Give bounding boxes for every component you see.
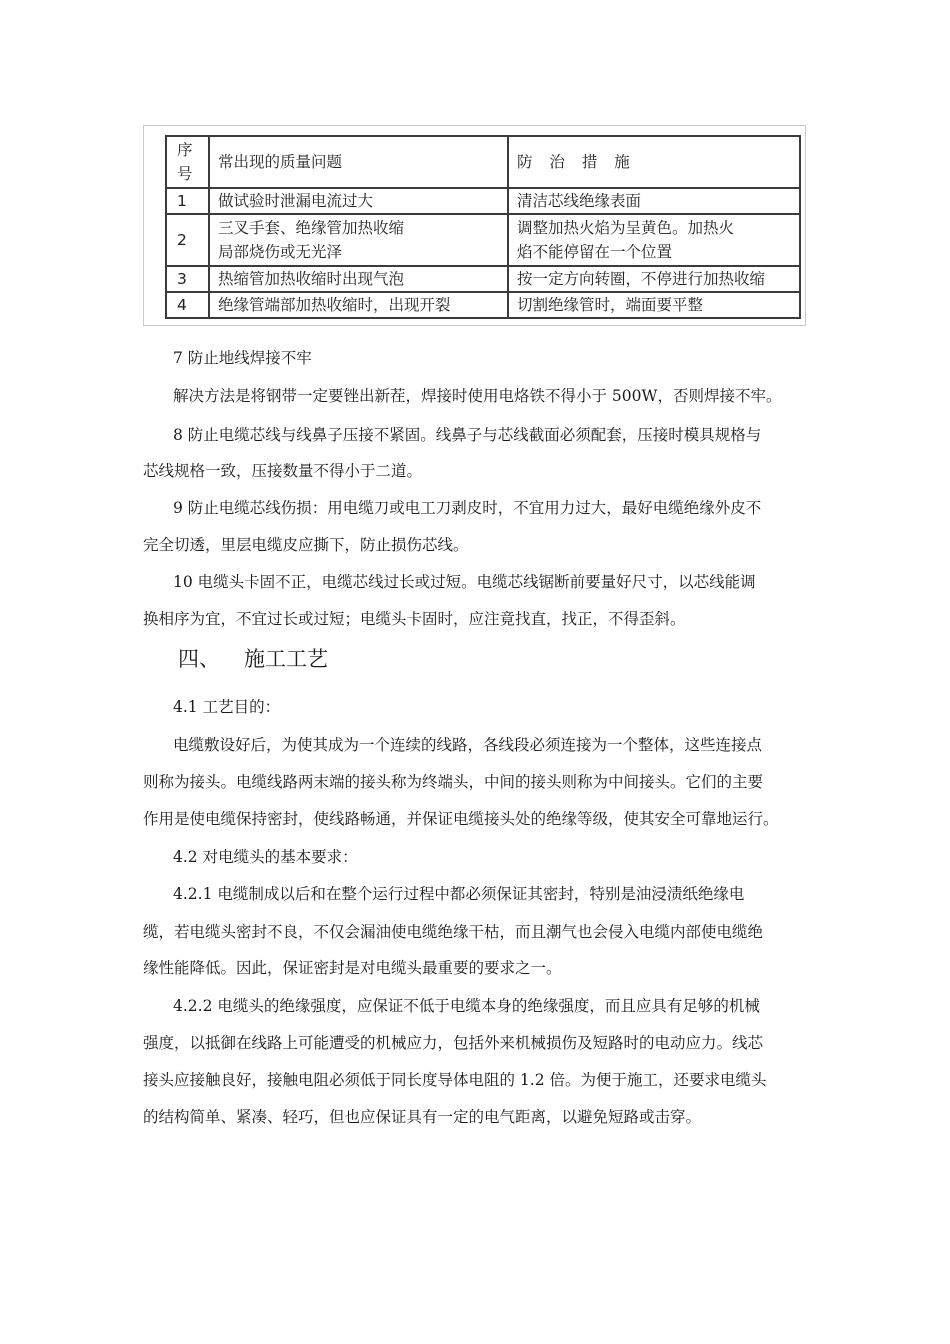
table-header-row: [166, 136, 800, 188]
row-problem: 热缩管加热收缩时出现气泡: [209, 266, 508, 292]
s41-title: 4.1 工艺目的：: [173, 698, 281, 716]
row-measure: 调整加热火焰为呈黄色。加热火 焰不能停留在一个位置: [508, 214, 800, 266]
p8-line-1: 8 防止电缆芯线与线鼻子压接不紧固。线鼻子与芯线截面必须配套，压接时模具规格与: [173, 426, 762, 444]
row-measure: 清洁芯线绝缘表面: [508, 188, 800, 214]
row-problem: 做试验时泄漏电流过大: [209, 188, 508, 214]
section-heading: [178, 645, 328, 673]
row-num: 1: [166, 188, 209, 214]
table-row: [166, 214, 800, 266]
p8-line-2: 芯线规格一致，压接数量不得小于二道。: [143, 462, 423, 480]
s41-line-2: 则称为接头。电缆线路两末端的接头称为终端头，中间的接头则称为中间接头。它们的主要: [143, 773, 764, 791]
section-number: 四、: [178, 647, 220, 671]
p7-body: 解决方法是将钢带一定要锉出新茬，焊接时使用电烙铁不得小于 500W，否则焊接不牢。: [173, 387, 782, 405]
header-measure: 防 治 措 施: [508, 136, 800, 188]
s41-line-1: 电缆敷设好后，为使其成为一个连续的线路，各线段必须连接为一个整体，这些连接点: [173, 736, 763, 754]
s421-line-3: 缘性能降低。因此，保证密封是对电缆头最重要的要求之一。: [143, 959, 562, 977]
row-measure: 按一定方向转圈，不停进行加热收缩: [508, 266, 800, 292]
row-num: 2: [166, 214, 209, 266]
table-row: [166, 292, 800, 318]
s422-line-3: 接头应接触良好，接触电阻必须低于同长度导体电阻的 1.2 倍。为便于施工，还要求电缆头: [143, 1071, 767, 1089]
s42-title: 4.2 对电缆头的基本要求：: [173, 848, 358, 866]
section-title: 施工工艺: [244, 647, 328, 671]
s421-line-1: 4.2.1 电缆制成以后和在整个运行过程中都必须保证其密封，特别是油浸渍纸绝缘电: [173, 885, 745, 903]
quality-problem-table: [165, 135, 801, 319]
quality-problem-table-image: [143, 125, 806, 326]
s41-line-3: 作用是使电缆保持密封，使线路畅通，并保证电缆接头处的绝缘等级，使其安全可靠地运行。: [143, 810, 779, 828]
p9-line-1: 9 防止电缆芯线伤损：用电缆刀或电工刀剥皮时，不宜用力过大，最好电缆绝缘外皮不: [173, 499, 762, 517]
p9-line-2: 完全切透，里层电缆皮应撕下，防止损伤芯线。: [143, 536, 469, 554]
row-num: 4: [166, 292, 209, 318]
s421-line-2: 缆，若电缆头密封不良，不仅会漏油使电缆绝缘干枯，而且潮气也会侵入电缆内部使电缆绝: [143, 923, 764, 941]
s422-line-1: 4.2.2 电缆头的绝缘强度，应保证不低于电缆本身的绝缘强度，而且应具有足够的机械: [173, 997, 760, 1015]
row-problem: 三叉手套、绝缘管加热收缩 局部烧伤或无光泽: [209, 214, 508, 266]
row-problem: 绝缘管端部加热收缩时，出现开裂: [209, 292, 508, 318]
s422-line-2: 强度，以抵御在线路上可能遭受的机械应力，包括外来机械损伤及短路时的电动应力。线芯: [143, 1034, 764, 1052]
p7-title: 7 防止地线焊接不牢: [173, 349, 312, 367]
row-num: 3: [166, 266, 209, 292]
s422-line-4: 的结构简单、紧凑、轻巧，但也应保证具有一定的电气距离，以避免短路或击穿。: [143, 1108, 702, 1126]
p10-line-1: 10 电缆头卡固不正，电缆芯线过长或过短。电缆芯线锯断前要量好尺寸，以芯线能调: [173, 573, 756, 591]
row-measure: 切割绝缘管时，端面要平整: [508, 292, 800, 318]
table-row: [166, 188, 800, 214]
table-row: [166, 266, 800, 292]
header-seq: 序 号: [166, 136, 209, 188]
p10-line-2: 换相序为宜，不宜过长或过短；电缆头卡固时，应注竟找直，找正，不得歪斜。: [143, 610, 686, 628]
header-problem: 常出现的质量问题: [209, 136, 508, 188]
